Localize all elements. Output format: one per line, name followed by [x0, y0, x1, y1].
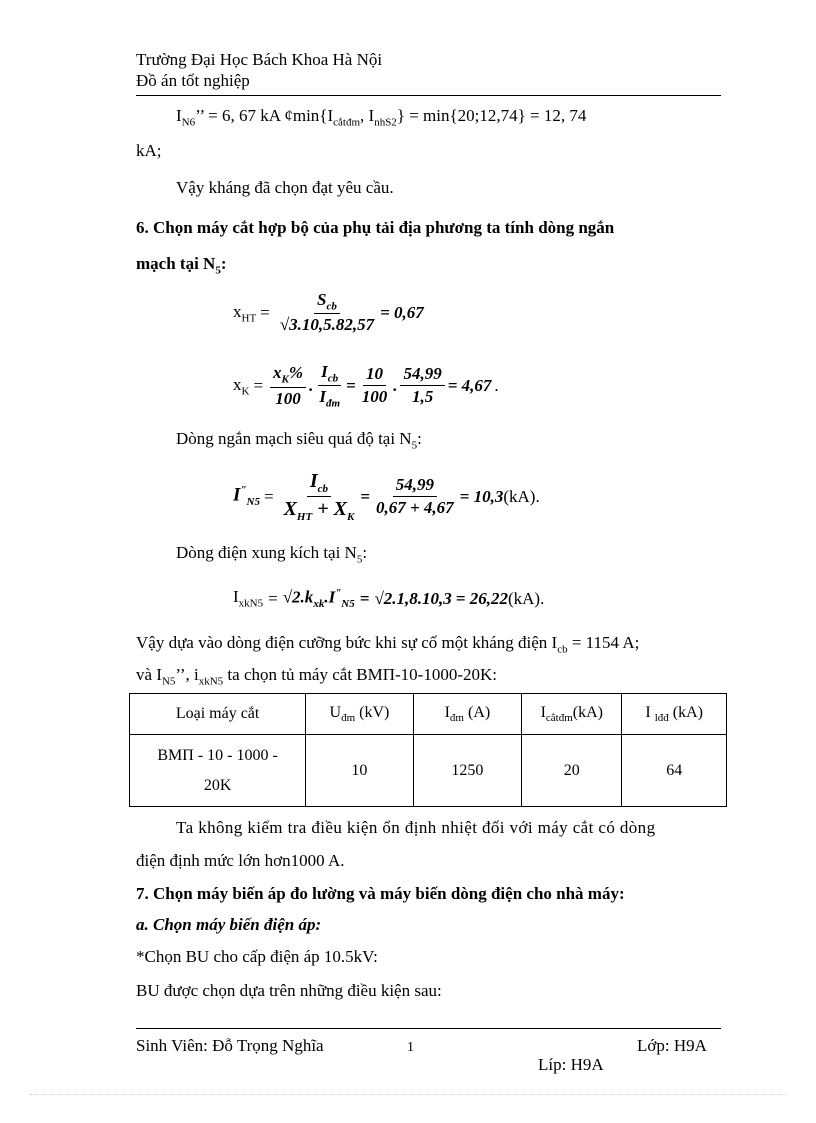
section-7-heading: 7. Chọn máy biến áp đo lường và máy biến dòng điện cho nhà máy: — [136, 884, 625, 903]
acceptance-text: Vậy kháng đã chọn đạt yêu cầu. — [176, 178, 394, 197]
table-header-cell: I $_{lđđ}$ (kA) — [622, 694, 727, 735]
table-header-cell: $I_{đm}$ (A) — [413, 694, 521, 735]
breaker-spec-table — [129, 693, 727, 807]
condition-line-cont: kA; — [136, 141, 162, 160]
footer-page-number: 1 — [407, 1040, 414, 1055]
table-row — [130, 735, 727, 807]
footer-student: Sinh Viên: Đỗ Trọng Nghĩa — [136, 1036, 324, 1055]
page-edge-dotted — [30, 1094, 786, 1095]
section-6-heading-cont: mạch tại $N_5$: — [136, 254, 227, 277]
table-header-cell: Loại máy cắt — [130, 694, 306, 735]
equation-xk: $x_K$ = $\frac{x_K\%}{100}$ . $\frac{I_{cb}}{I_{đm}}$ = $\frac{10}{100}$ . $\frac{54,99}{1,5}$ = 4,67 . — [233, 362, 499, 410]
header-doc-title: Đồ án tốt nghiệp — [136, 71, 250, 90]
table-header-cell: $I_{cắtđm}(kA)$ — [522, 694, 622, 735]
table-cell-breaker-name: BMΠ - 10 - 1000 - 20K — [130, 735, 306, 807]
note-line-1: Ta không kiểm tra điều kiện ổn định nhiệt đối với máy cắt có dòng — [176, 818, 656, 837]
table-cell-current: 1250 — [413, 735, 521, 807]
footer-class-alt: Líp: H9A — [538, 1055, 604, 1074]
equation-xht: $x_{HT}$ = $\frac{S_{cb}}{√3.10,5.82,57}$ = 0,67 — [233, 290, 424, 335]
footer-class: Lớp: H9A — [637, 1036, 707, 1055]
section-6-heading: 6. Chọn máy cắt hợp bộ của phụ tải địa phương ta tính dòng ngắn — [136, 218, 615, 237]
bu-line: *Chọn BU cho cấp điện áp 10.5kV: — [136, 947, 378, 966]
equation-ixk: $I_{xkN5}$ = $√2.k_{xk}.I^"_{N5}$ = √2.1,8.10,3 = 26,22 (kA). — [233, 587, 545, 611]
table-cell-dynamic-current: 64 — [622, 735, 727, 807]
table-cell-voltage: 10 — [306, 735, 413, 807]
text-supertransient: Dòng ngắn mạch siêu quá độ tại $N_5$: — [176, 429, 422, 452]
footer-rule — [136, 1028, 721, 1029]
text-impulse: Dòng điện xung kích tại $N_5$: — [176, 543, 368, 566]
conclusion-line-2: và $I_{N5}$’’, $i_{xkN5}$ ta chọn tủ máy cắt BMΠ-10-1000-20K: — [136, 665, 498, 688]
conclusion-line-1: Vậy dựa vào dòng điện cưỡng bức khi sự cố một kháng điện $I_{cb} = 1154$ A; — [136, 633, 640, 656]
header-school: Trường Đại Học Bách Khoa Hà Nội — [136, 50, 383, 69]
table-header-row — [130, 694, 727, 735]
equation-in5: $I^"_{N5}$ = $\frac{I_{cb}}{X_{HT} + X_K}$ = $\frac{54,99}{0,67 + 4,67}$ = 10,3 (kA). — [233, 470, 540, 523]
table-cell-breaking-current: 20 — [522, 735, 622, 807]
table-header-cell: $U_{đm}$ (kV) — [306, 694, 413, 735]
header-rule — [136, 95, 721, 96]
bu-conditions: BU được chọn dựa trên những điều kiện sau: — [136, 981, 442, 1000]
section-7a-heading: a. Chọn máy biến điện áp: — [136, 915, 322, 934]
condition-line: $I_{N6}$’’ = 6, 67 kA $¢\min\{I_{cắtđm}$, $I_{nhS2}$} = min{20;12,74} = 12, 74 — [176, 106, 587, 129]
note-line-2: điện định mức lớn hơn1000 A. — [136, 851, 345, 870]
